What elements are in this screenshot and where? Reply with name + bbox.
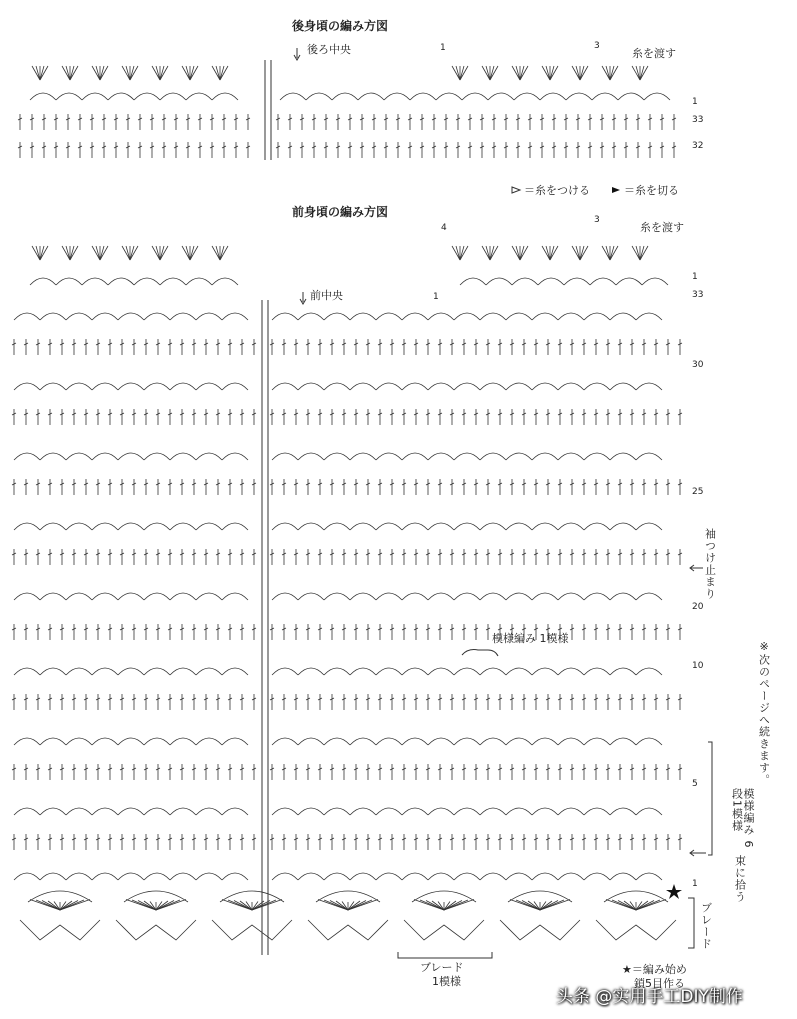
arrow-icon (294, 48, 300, 60)
watermark: 头条 @实用手工DIY制作 (556, 987, 743, 1007)
front-row-33: 33 (692, 290, 704, 300)
front-row-10: 10 (692, 661, 704, 671)
front-center-label: 前中央 (310, 289, 343, 302)
pattern-label: 模様編み 1模様 (492, 632, 569, 645)
start-sub: 鎖5目作る (634, 977, 685, 990)
arrow-icon (300, 292, 306, 304)
back-center-label: 後ろ中央 (307, 43, 351, 56)
back-pass-num: 3 (594, 41, 600, 51)
back-title: 後身頃の編み方図 (292, 19, 389, 33)
legend-attach: ＝糸をつける (524, 184, 590, 197)
arrow-icon (690, 565, 703, 571)
back-pass-yarn: 糸を渡す (632, 47, 676, 60)
start-mark: ★＝編み始め (622, 963, 687, 976)
back-row-1: 1 (692, 97, 698, 107)
bundle-label: 束に拾う (733, 855, 747, 903)
front-row-25: 25 (692, 487, 704, 497)
continue-note: ※次のページへ続きます。 (757, 640, 771, 786)
front-row-30: 30 (692, 360, 704, 370)
front-title: 前身頃の編み方図 (292, 205, 389, 219)
sleeve-label: 袖つけ止まり (703, 528, 717, 600)
back-row-32: 32 (692, 141, 704, 151)
pattern-bracket (462, 650, 498, 656)
front-row-5: 5 (692, 779, 698, 789)
arrow-icon (690, 850, 706, 856)
back-join-num: 1 (440, 43, 446, 53)
attach-yarn-icon (512, 187, 520, 193)
pattern-repeat-label: 模様編み 6段1模様 (730, 788, 755, 849)
braid-bottom-bracket (398, 952, 492, 958)
braid-bottom-sub: 1模様 (432, 975, 461, 988)
braid-bracket (688, 898, 694, 948)
front-pass-num: 3 (594, 215, 600, 225)
back-row-33: 33 (692, 115, 704, 125)
front-join-num: 1 (433, 292, 439, 302)
braid-label: ブレード (699, 902, 713, 950)
legend-cut: ＝糸を切る (624, 184, 679, 197)
front-row-20: 20 (692, 602, 704, 612)
pattern-repeat-bracket (708, 742, 712, 855)
star-icon (666, 884, 682, 899)
cut-yarn-icon (612, 187, 620, 193)
braid-bottom-label: ブレード (420, 961, 464, 974)
front-pass-yarn: 糸を渡す (640, 221, 684, 234)
front-row-1: 1 (692, 272, 698, 282)
front-row-1-bottom: 1 (692, 879, 698, 889)
front-left-num: 4 (441, 223, 447, 233)
